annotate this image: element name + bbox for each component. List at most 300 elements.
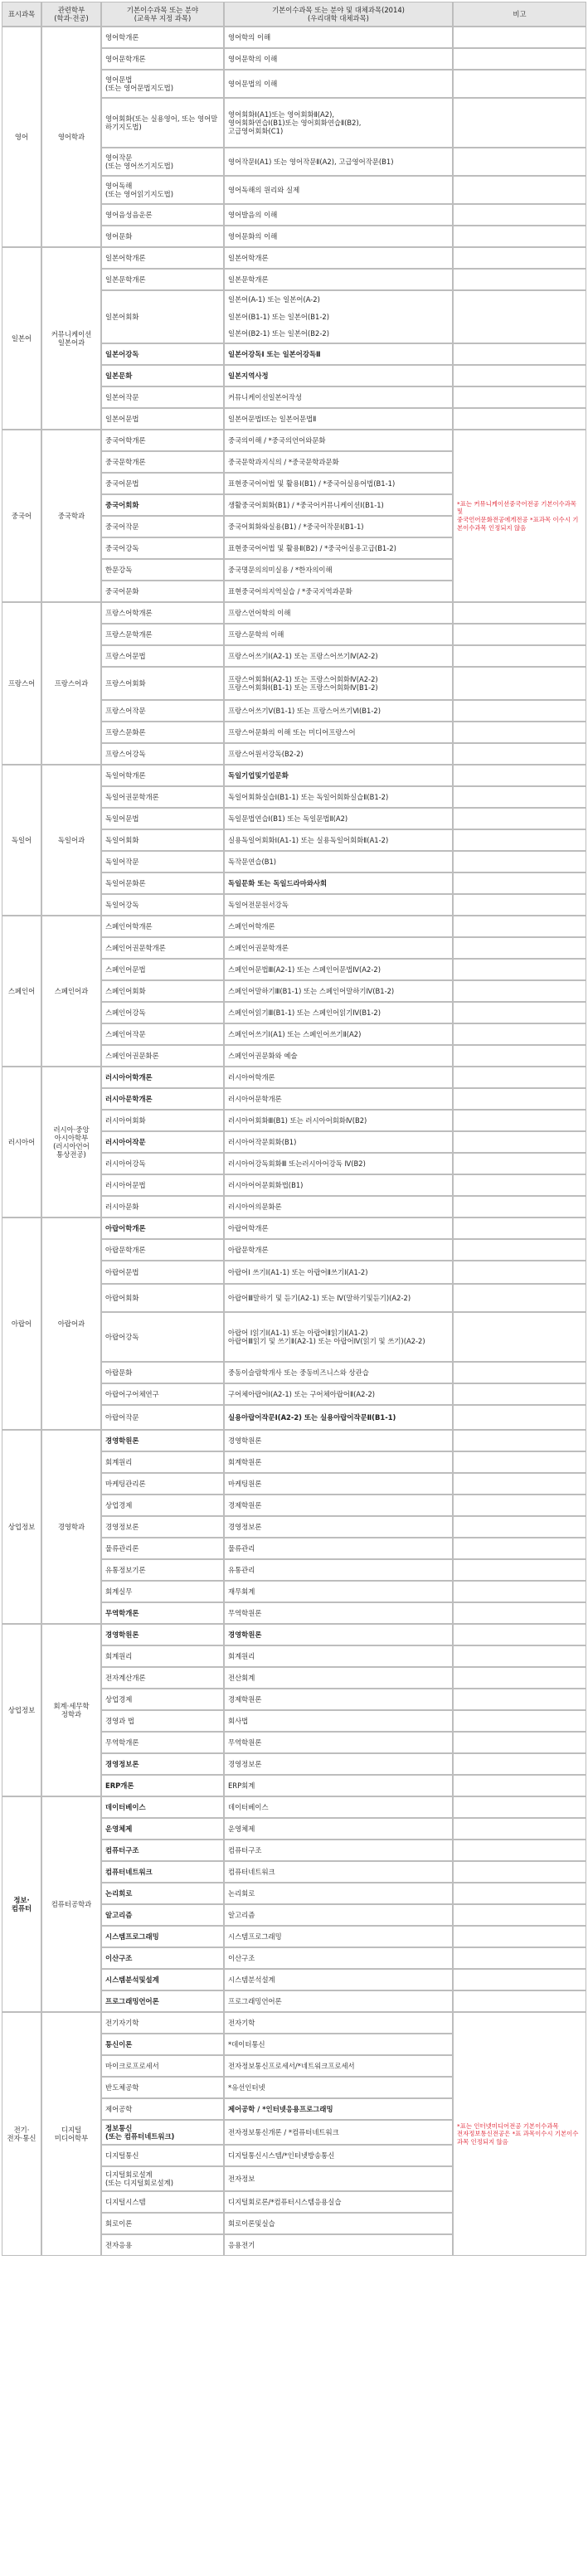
required-course-cell: 프랑스어회화 (101, 667, 224, 700)
required-course-cell: 무역학개론 (101, 1602, 224, 1624)
substitute-course-cell: 러시아어의문화론 (224, 1196, 453, 1218)
remarks-cell (453, 786, 586, 808)
substitute-course-cell: 프랑스문학의 이해 (224, 624, 453, 645)
substitute-course-cell: 전자정보통신프로세서/*네트워크프로세서 (224, 2055, 453, 2077)
remarks-cell (453, 1559, 586, 1581)
required-course-cell: 러시아문학개론 (101, 1088, 224, 1110)
remarks-cell (453, 916, 586, 937)
remarks-cell (453, 1904, 586, 1926)
substitute-course-cell: 경제학원론 (224, 1689, 453, 1710)
required-course-cell: 일본문학개론 (101, 269, 224, 290)
required-course-cell: 영어문화 (101, 226, 224, 247)
required-course-cell: 정보통신 (또는 컴퓨터네트워크) (101, 2120, 224, 2145)
department-cell: 러시아·중앙 아시아학부 (러시아언어 통상전공) (41, 1067, 101, 1218)
substitute-course-cell: 표현중국어어법 및 활용Ⅰ(B1) / *중국어실용어법(B1-1) (224, 473, 453, 494)
substitute-course-cell: 컴퓨터구조 (224, 1840, 453, 1861)
required-course-cell: 경영학원론 (101, 1430, 224, 1451)
substitute-course-cell: 독작문연습(B1) (224, 851, 453, 872)
substitute-course-cell: 일본어강독Ⅰ 또는 일본어강독Ⅱ (224, 343, 453, 365)
substitute-course-cell: 러시아어회화Ⅲ(B1) 또는 러시아어회화Ⅳ(B2) (224, 1110, 453, 1131)
remarks-cell (453, 1131, 586, 1153)
substitute-course-cell: 스페인어읽기Ⅲ(B1-1) 또는 스페인어읽기Ⅳ(B1-2) (224, 1002, 453, 1023)
remarks-cell (453, 176, 586, 204)
required-course-cell: 중국어문법 (101, 473, 224, 494)
remarks-cell (453, 894, 586, 916)
substitute-course-cell: 스페인어문법Ⅲ(A2-1) 또는 스페인어문법Ⅳ(A2-2) (224, 959, 453, 980)
substitute-course-cell: 아랍어 Ⅰ읽기Ⅰ(A1-1) 또는 아랍어Ⅱ읽기Ⅰ(A1-2) 아랍어Ⅲ읽기 및 쓰기Ⅱ(A2-1) 또는 아랍어Ⅳ(읽기 및 쓰기)(A2-2) (224, 1312, 453, 1362)
required-course-cell: 상업경제 (101, 1689, 224, 1710)
remarks-cell (453, 1430, 586, 1451)
required-course-cell: 컴퓨터네트워크 (101, 1861, 224, 1883)
required-course-cell: 경영정보론 (101, 1516, 224, 1538)
required-course-cell: 독일어문화론 (101, 872, 224, 894)
substitute-course-cell: 유통관리 (224, 1559, 453, 1581)
remarks-cell (453, 1473, 586, 1495)
substitute-course-cell: 전자정보 (224, 2166, 453, 2191)
required-course-cell: 회계실무 (101, 1581, 224, 1602)
required-course-cell: 프랑스문화론 (101, 722, 224, 743)
required-course-cell: 프로그래밍언어론 (101, 1990, 224, 2012)
substitute-course-cell: 러시아어어문회화법(B1) (224, 1174, 453, 1196)
subject-cell: 러시아어 (2, 1067, 41, 1218)
substitute-course-cell: 독일어전문원서강독 (224, 894, 453, 916)
required-course-cell: 일본어강독 (101, 343, 224, 365)
department-cell: 경영학과 (41, 1430, 101, 1624)
required-course-cell: ERP개론 (101, 1775, 224, 1796)
substitute-course-cell: 표현중국어어법 및 활용Ⅱ(B2) / *중국어실용고급(B1-2) (224, 537, 453, 559)
required-course-cell: 경영과 법 (101, 1710, 224, 1732)
remarks-cell (453, 1312, 586, 1362)
required-course-cell: 스페인어작문 (101, 1023, 224, 1045)
remarks-cell (453, 365, 586, 386)
required-course-cell: 영어문학개론 (101, 48, 224, 70)
substitute-course-cell: 중국의이해 / *중국의언어와문화 (224, 430, 453, 451)
required-course-cell: 디지털시스템 (101, 2191, 224, 2213)
required-course-cell: 중국문학개론 (101, 451, 224, 473)
required-course-cell: 아랍어구어체연구 (101, 1383, 224, 1405)
substitute-course-cell: 영어문법의 이해 (224, 70, 453, 98)
substitute-course-cell: 영어독해의 원리와 실제 (224, 176, 453, 204)
substitute-course-cell: 영어문학의 이해 (224, 48, 453, 70)
remarks-cell (453, 27, 586, 48)
department-cell: 영어학과 (41, 27, 101, 247)
substitute-course-cell: 컴퓨터네트워크 (224, 1861, 453, 1883)
substitute-course-cell: 전산회계 (224, 1667, 453, 1689)
subject-cell: 아랍어 (2, 1218, 41, 1430)
substitute-course-cell: 프로그래밍언어론 (224, 1990, 453, 2012)
required-course-cell: 프랑스문학개론 (101, 624, 224, 645)
required-course-cell: 제어공학 (101, 2098, 224, 2120)
subject-cell: 중국어 (2, 430, 41, 602)
substitute-course-cell: 중동이슬람학개사 또는 중동비즈니스와 상관습 (224, 1362, 453, 1383)
required-course-cell: 독일어강독 (101, 894, 224, 916)
substitute-course-cell: 경영학원론 (224, 1430, 453, 1451)
remarks-cell (453, 1284, 586, 1312)
required-course-cell: 아랍문학개론 (101, 1239, 224, 1261)
substitute-course-cell: 디지털회로론/*컴퓨터시스템응용실습 (224, 2191, 453, 2213)
remarks-cell (453, 1153, 586, 1174)
remarks-cell (453, 1840, 586, 1861)
substitute-course-cell: *데이터통신 (224, 2034, 453, 2055)
remarks-cell (453, 937, 586, 959)
substitute-course-cell: 실용독일어회화Ⅰ(A1-1) 또는 실용독일어회화Ⅱ(A1-2) (224, 829, 453, 851)
subject-cell: 전기· 전자·통신 (2, 2012, 41, 2256)
department-cell: 컴퓨터공학과 (41, 1796, 101, 2012)
required-course-cell: 영어음성음운론 (101, 204, 224, 226)
remarks-cell (453, 1405, 586, 1430)
substitute-course-cell: 독일문법연습Ⅰ(B1) 또는 독일문법Ⅱ(A2) (224, 808, 453, 829)
department-cell: 스페인어과 (41, 916, 101, 1067)
substitute-course-cell: 일본어학개론 (224, 247, 453, 269)
substitute-course-cell: 회계학원론 (224, 1451, 453, 1473)
remarks-cell (453, 1818, 586, 1840)
required-course-cell: 알고리즘 (101, 1904, 224, 1926)
remarks-cell (453, 1969, 586, 1990)
required-course-cell: 프랑스어문법 (101, 645, 224, 667)
remarks-cell (453, 1110, 586, 1131)
remarks-cell (453, 1645, 586, 1667)
required-course-cell: 아랍어학개론 (101, 1218, 224, 1239)
substitute-course-cell: 전자정보통신개론 / *컴퓨터네트워크 (224, 2120, 453, 2145)
remarks-cell (453, 1174, 586, 1196)
required-course-cell: 무역학개론 (101, 1732, 224, 1753)
required-course-cell: 러시아어강독 (101, 1153, 224, 1174)
subject-cell: 영어 (2, 27, 41, 247)
required-course-cell: 일본어문법 (101, 408, 224, 430)
substitute-course-cell: 구어체아랍어Ⅰ(A2-1) 또는 구어체아랍어Ⅱ(A2-2) (224, 1383, 453, 1405)
department-cell: 프랑스어과 (41, 602, 101, 765)
substitute-course-cell: 물류관리 (224, 1538, 453, 1559)
required-course-cell: 물류관리론 (101, 1538, 224, 1559)
substitute-course-cell: 영어발음의 이해 (224, 204, 453, 226)
remarks-cell (453, 602, 586, 624)
substitute-course-cell: 중국명문의의미실용 / *한자의이해 (224, 559, 453, 581)
required-course-cell: 프랑스어강독 (101, 743, 224, 765)
substitute-course-cell: 아랍어Ⅲ말하기 및 듣기(A2-1) 또는 Ⅳ(말하기및듣기)(A2-2) (224, 1284, 453, 1312)
required-course-cell: 영어학개론 (101, 27, 224, 48)
substitute-course-cell: 일본어문법Ⅰ또는 일본어문법Ⅱ (224, 408, 453, 430)
required-course-cell: 스페인어강독 (101, 1002, 224, 1023)
required-course-cell: 아랍어작문 (101, 1405, 224, 1430)
required-course-cell: 한문강독 (101, 559, 224, 581)
substitute-course-cell: 스페인어쓰기Ⅰ(A1) 또는 스페인어쓰기Ⅱ(A2) (224, 1023, 453, 1045)
required-course-cell: 상업경제 (101, 1495, 224, 1516)
substitute-course-cell: 프랑스어원서강독(B2-2) (224, 743, 453, 765)
required-course-cell: 독일어회화 (101, 829, 224, 851)
substitute-course-cell: 시스템프로그래밍 (224, 1926, 453, 1947)
substitute-course-cell: 스페인어권문화와 예술 (224, 1045, 453, 1067)
required-course-cell: 경영정보론 (101, 1753, 224, 1775)
remarks-note: *표는 커뮤니케이션중국어전공 기본이수과목 및 중국언어문화전공에게전공 *표과목 이수시 기본이수과목 인정되지 않음 (453, 430, 586, 602)
substitute-course-cell: 아랍어Ⅰ 쓰기Ⅰ(A1-1) 또는 아랍어Ⅱ쓰기Ⅰ(A1-2) (224, 1261, 453, 1284)
required-course-cell: 프랑스어작문 (101, 700, 224, 722)
remarks-cell (453, 1516, 586, 1538)
required-course-cell: 스페인어문법 (101, 959, 224, 980)
substitute-course-cell: 영어작문Ⅰ(A1) 또는 영어작문Ⅱ(A2), 고급영어작문(B1) (224, 148, 453, 176)
required-course-cell: 시스템프로그래밍 (101, 1926, 224, 1947)
remarks-cell (453, 808, 586, 829)
substitute-course-cell: 러시아어작문회화(B1) (224, 1131, 453, 1153)
substitute-course-cell: 일본어(A-1) 또는 일본어(A-2) 일본어(B1-1) 또는 일본어(B1-2) 일본어(B2-1) 또는 일본어(B2-2) (224, 290, 453, 343)
substitute-course-cell: 프랑스어회화Ⅰ(A2-1) 또는 프랑스어회화Ⅳ(A2-2) 프랑스어회화Ⅰ(B1-1) 또는 프랑스어회화Ⅳ(B1-2) (224, 667, 453, 700)
required-course-cell: 마이크로프로세서 (101, 2055, 224, 2077)
subject-cell: 정보· 컴퓨터 (2, 1796, 41, 2012)
remarks-cell (453, 1023, 586, 1045)
substitute-course-cell: 스페인어말하기Ⅲ(B1-1) 또는 스페인어말하기Ⅳ(B1-2) (224, 980, 453, 1002)
required-course-cell: 독일어권문학개론 (101, 786, 224, 808)
remarks-cell (453, 1990, 586, 2012)
substitute-course-cell: 프랑스어문화의 이해 또는 미디어프랑스어 (224, 722, 453, 743)
required-course-cell: 시스템분석및설계 (101, 1969, 224, 1990)
substitute-course-cell: 알고리즘 (224, 1904, 453, 1926)
remarks-cell (453, 343, 586, 365)
remarks-cell (453, 645, 586, 667)
required-course-cell: 논리회로 (101, 1883, 224, 1904)
remarks-cell (453, 1002, 586, 1023)
department-cell: 디지털 미디어학부 (41, 2012, 101, 2256)
remarks-cell (453, 1667, 586, 1689)
remarks-cell (453, 1581, 586, 1602)
required-course-cell: 마케팅관리론 (101, 1473, 224, 1495)
required-course-cell: 전자계산개론 (101, 1667, 224, 1689)
remarks-cell (453, 226, 586, 247)
required-course-cell: 영어독해 (또는 영어읽기지도법) (101, 176, 224, 204)
remarks-cell (453, 722, 586, 743)
subject-cell: 독일어 (2, 765, 41, 916)
required-course-cell: 영어회화(또는 실용영어, 또는 영어말하기지도법) (101, 98, 224, 148)
required-course-cell: 러시아어작문 (101, 1131, 224, 1153)
substitute-course-cell: 일본지역사정 (224, 365, 453, 386)
substitute-course-cell: 커뮤니케이션일본어작성 (224, 386, 453, 408)
remarks-note: *표는 인터넷미디어전공 기본이수과목 전자정보통신전공은 *표 과목이수시 기본이수과목 인정되지 않음 (453, 2012, 586, 2256)
substitute-course-cell: 표현중국어의지역실습 / *중국지역과문화 (224, 581, 453, 602)
substitute-course-cell: 생활중국어회화(B1) / *중국어커뮤니케이션Ⅰ(B1-1) (224, 494, 453, 516)
required-course-cell: 전자응용 (101, 2234, 224, 2256)
substitute-course-cell: 재무회계 (224, 1581, 453, 1602)
substitute-course-cell: 제어공학 / *인터넷응용프로그래밍 (224, 2098, 453, 2120)
substitute-course-cell: 일본문학개론 (224, 269, 453, 290)
department-cell: 아랍어과 (41, 1218, 101, 1430)
substitute-course-cell: 회사법 (224, 1710, 453, 1732)
remarks-cell (453, 408, 586, 430)
substitute-course-cell: 독일어회화실습Ⅰ(B1-1) 또는 독일어회화실습Ⅱ(B1-2) (224, 786, 453, 808)
remarks-cell (453, 48, 586, 70)
remarks-cell (453, 1495, 586, 1516)
remarks-cell (453, 1538, 586, 1559)
remarks-cell (453, 290, 586, 343)
substitute-course-cell: 프랑스언어학의 이해 (224, 602, 453, 624)
subject-cell: 일본어 (2, 247, 41, 430)
required-course-cell: 디지털회로설계 (또는 디지털회로설계) (101, 2166, 224, 2191)
required-course-cell: 중국어회화 (101, 494, 224, 516)
required-course-cell: 영어문법 (또는 영어문법지도법) (101, 70, 224, 98)
substitute-course-cell: 디지털통신시스템/*인터넷방송통신 (224, 2145, 453, 2166)
remarks-cell (453, 1451, 586, 1473)
remarks-cell (453, 667, 586, 700)
required-course-cell: 중국어강독 (101, 537, 224, 559)
required-course-cell: 러시아어회화 (101, 1110, 224, 1131)
header-subject: 표시과목 (2, 2, 41, 27)
substitute-course-cell: 아랍문학개론 (224, 1239, 453, 1261)
remarks-cell (453, 700, 586, 722)
required-course-cell: 컴퓨터구조 (101, 1840, 224, 1861)
remarks-cell (453, 386, 586, 408)
substitute-course-cell: 논리회로 (224, 1883, 453, 1904)
substitute-course-cell: 마케팅원론 (224, 1473, 453, 1495)
required-course-cell: 아랍문화 (101, 1362, 224, 1383)
substitute-course-cell: 경영정보론 (224, 1753, 453, 1775)
substitute-course-cell: 프랑스어쓰기Ⅰ(A2-1) 또는 프랑스어쓰기Ⅳ(A2-2) (224, 645, 453, 667)
required-course-cell: 영어작문 (또는 영어쓰기지도법) (101, 148, 224, 176)
substitute-course-cell: 아랍어학개론 (224, 1218, 453, 1239)
remarks-cell (453, 851, 586, 872)
substitute-course-cell: 영어학의 이해 (224, 27, 453, 48)
substitute-course-cell: 러시아어문학개론 (224, 1088, 453, 1110)
subject-cell: 상업정보 (2, 1624, 41, 1796)
required-course-cell: 스페인어권문학개론 (101, 937, 224, 959)
substitute-course-cell: 영어회화Ⅰ(A1)또는 영어회화Ⅱ(A2), 영어회화연습Ⅰ(B1)또는 영어회화연습Ⅱ(B2), 고급영어회화(C1) (224, 98, 453, 148)
substitute-course-cell: 러시아어강독회화Ⅲ 또는러시아어강독 Ⅳ(B2) (224, 1153, 453, 1174)
remarks-cell (453, 1753, 586, 1775)
required-course-cell: 통신이론 (101, 2034, 224, 2055)
remarks-cell (453, 1883, 586, 1904)
remarks-cell (453, 1796, 586, 1818)
remarks-cell (453, 70, 586, 98)
required-course-cell: 독일어학개론 (101, 765, 224, 786)
substitute-course-cell: 회계원리 (224, 1645, 453, 1667)
department-cell: 커뮤니케이션 일본어과 (41, 247, 101, 430)
substitute-course-cell: 경영학원론 (224, 1624, 453, 1645)
remarks-cell (453, 1088, 586, 1110)
substitute-course-cell: 운영체제 (224, 1818, 453, 1840)
remarks-cell (453, 1239, 586, 1261)
remarks-cell (453, 743, 586, 765)
substitute-course-cell: 전자기학 (224, 2012, 453, 2034)
curriculum-table (2, 2, 586, 2573)
substitute-course-cell: 실용아랍어작문Ⅰ(A2-2) 또는 실용아랍어작문Ⅱ(B1-1) (224, 1405, 453, 1430)
required-course-cell: 전기자기학 (101, 2012, 224, 2034)
required-course-cell: 유통정보기론 (101, 1559, 224, 1581)
required-course-cell: 중국어문화 (101, 581, 224, 602)
subject-cell: 스페인어 (2, 916, 41, 1067)
remarks-cell (453, 1196, 586, 1218)
substitute-course-cell: 시스템분석설계 (224, 1969, 453, 1990)
required-course-cell: 반도체공학 (101, 2077, 224, 2098)
substitute-course-cell: 무역학원론 (224, 1602, 453, 1624)
remarks-cell (453, 247, 586, 269)
substitute-course-cell: 스페인어권문학개론 (224, 937, 453, 959)
remarks-cell (453, 98, 586, 148)
required-course-cell: 아랍어문법 (101, 1261, 224, 1284)
remarks-cell (453, 1775, 586, 1796)
remarks-cell (453, 1926, 586, 1947)
required-course-cell: 회로이론 (101, 2213, 224, 2234)
required-course-cell: 러시아어학개론 (101, 1067, 224, 1088)
required-course-cell: 일본어회화 (101, 290, 224, 343)
substitute-course-cell: 중국문학과지식의 / *중국문학과문화 (224, 451, 453, 473)
subject-cell: 프랑스어 (2, 602, 41, 765)
department-cell: 중국학과 (41, 430, 101, 602)
remarks-cell (453, 1218, 586, 1239)
substitute-course-cell: 독일기업및기업문화 (224, 765, 453, 786)
required-course-cell: 스페인어회화 (101, 980, 224, 1002)
remarks-cell (453, 269, 586, 290)
department-cell: 회계·세무학 정학과 (41, 1624, 101, 1796)
remarks-cell (453, 980, 586, 1002)
required-course-cell: 경영학원론 (101, 1624, 224, 1645)
required-course-cell: 중국어학개론 (101, 430, 224, 451)
required-course-cell: 독일어작문 (101, 851, 224, 872)
remarks-cell (453, 1861, 586, 1883)
remarks-cell (453, 1689, 586, 1710)
substitute-course-cell: 경영정보론 (224, 1516, 453, 1538)
remarks-cell (453, 1732, 586, 1753)
required-course-cell: 스페인어권문화론 (101, 1045, 224, 1067)
substitute-course-cell: 프랑스어쓰기Ⅴ(B1-1) 또는 프랑스어쓰기Ⅵ(B1-2) (224, 700, 453, 722)
remarks-cell (453, 1261, 586, 1284)
required-course-cell: 아랍어강독 (101, 1312, 224, 1362)
remarks-cell (453, 959, 586, 980)
required-course-cell: 데이터베이스 (101, 1796, 224, 1818)
substitute-course-cell: 영어문화의 이해 (224, 226, 453, 247)
remarks-cell (453, 1624, 586, 1645)
remarks-cell (453, 148, 586, 176)
remarks-cell (453, 1602, 586, 1624)
remarks-cell (453, 1067, 586, 1088)
substitute-course-cell: 무역학원론 (224, 1732, 453, 1753)
substitute-course-cell: 데이터베이스 (224, 1796, 453, 1818)
substitute-course-cell: 중국어회화와실용(B1) / *중국어작문Ⅰ(B1-1) (224, 516, 453, 537)
required-course-cell: 이산구조 (101, 1947, 224, 1969)
required-course-cell: 디지털통신 (101, 2145, 224, 2166)
required-course-cell: 운영체제 (101, 1818, 224, 1840)
required-course-cell: 일본어학개론 (101, 247, 224, 269)
required-course-cell: 독일어문법 (101, 808, 224, 829)
required-course-cell: 러시아문화 (101, 1196, 224, 1218)
header-required-course: 기본이수과목 또는 분야 (교육부 지정 과목) (101, 2, 224, 27)
required-course-cell: 일본어작문 (101, 386, 224, 408)
remarks-cell (453, 765, 586, 786)
department-cell: 독일어과 (41, 765, 101, 916)
required-course-cell: 러시아어문법 (101, 1174, 224, 1196)
required-course-cell: 일본문화 (101, 365, 224, 386)
remarks-cell (453, 204, 586, 226)
remarks-cell (453, 1362, 586, 1383)
required-course-cell: 스페인어학개론 (101, 916, 224, 937)
required-course-cell: 회계원리 (101, 1451, 224, 1473)
substitute-course-cell: 이산구조 (224, 1947, 453, 1969)
required-course-cell: 회계원리 (101, 1645, 224, 1667)
substitute-course-cell: *유선인터넷 (224, 2077, 453, 2098)
substitute-course-cell: 경제학원론 (224, 1495, 453, 1516)
header-remarks: 비고 (453, 2, 586, 27)
remarks-cell (453, 1710, 586, 1732)
remarks-cell (453, 1947, 586, 1969)
substitute-course-cell: 스페인어학개론 (224, 916, 453, 937)
substitute-course-cell: 독일문화 또는 독일드라마와사회 (224, 872, 453, 894)
required-course-cell: 중국어작문 (101, 516, 224, 537)
remarks-cell (453, 624, 586, 645)
remarks-cell (453, 1045, 586, 1067)
substitute-course-cell: 회로이론및실습 (224, 2213, 453, 2234)
required-course-cell: 프랑스어학개론 (101, 602, 224, 624)
required-course-cell: 아랍어회화 (101, 1284, 224, 1312)
header-substitute-course: 기본이수과목 또는 분야 및 대체과목(2014) (우리대학 대체과목) (224, 2, 453, 27)
substitute-course-cell: 응용전기 (224, 2234, 453, 2256)
header-department: 관련학부 (학과·전공) (41, 2, 101, 27)
remarks-cell (453, 1383, 586, 1405)
subject-cell: 상업정보 (2, 1430, 41, 1624)
